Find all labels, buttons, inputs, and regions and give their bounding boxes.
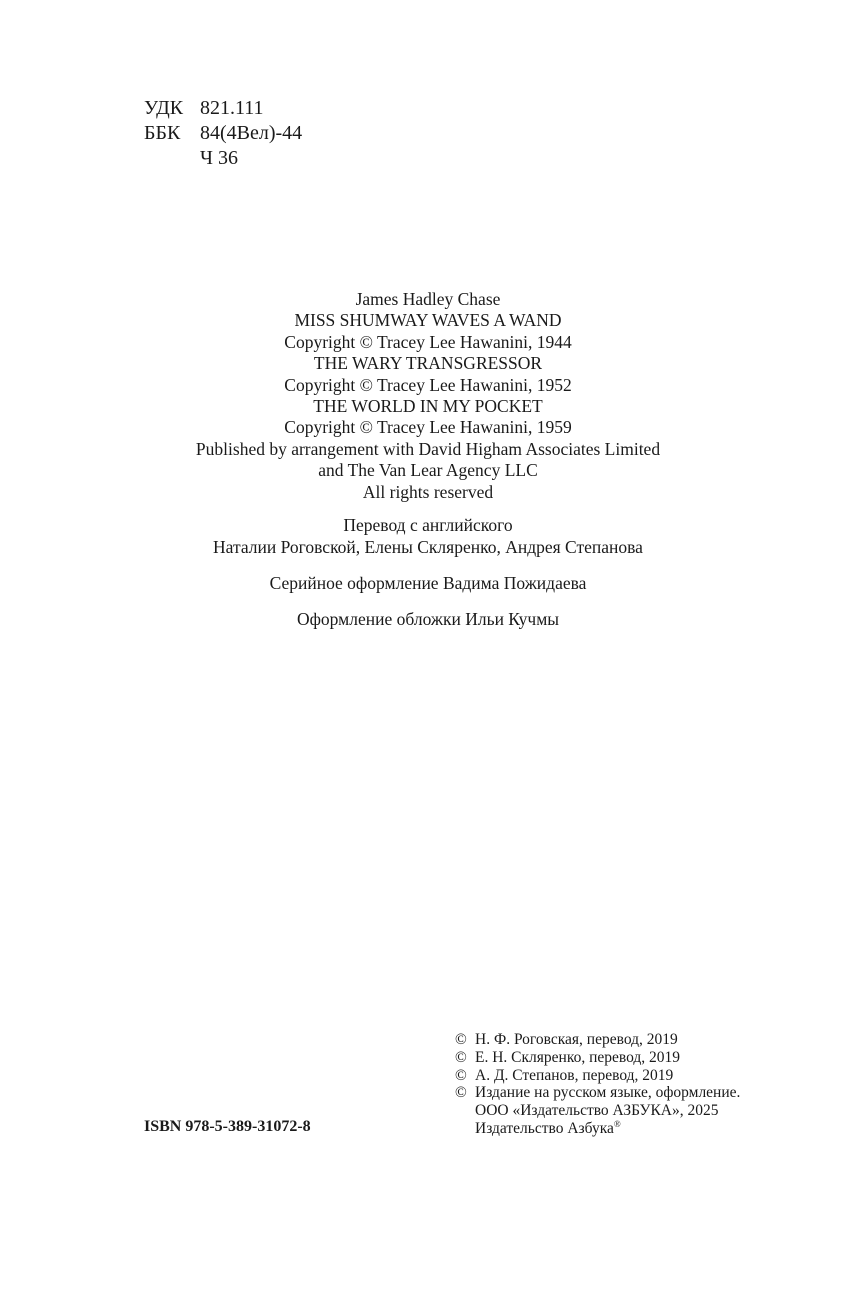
copyright-text: Н. Ф. Роговская, перевод, 2019 — [475, 1031, 678, 1048]
copyright-text: Издание на русском языке, оформление. — [475, 1084, 741, 1102]
copyright-line — [455, 1049, 740, 1067]
publisher-name: Издательство Азбука — [475, 1119, 614, 1137]
copyright-text: Е. Н. Скляренко, перевод, 2019 — [475, 1048, 681, 1066]
rights-line: THE WORLD IN MY POCKET — [313, 396, 543, 417]
rights-line: Copyright © Tracey Lee Hawanini, 1959 — [284, 417, 572, 438]
registered-mark: ® — [613, 1118, 621, 1129]
translation-label: Перевод с английского — [343, 515, 513, 535]
rights-line: MISS SHUMWAY WAVES A WAND — [294, 310, 562, 331]
copyright-symbol: © — [455, 1084, 467, 1102]
copyright-symbol: © — [455, 1031, 467, 1048]
udc-value: 821.111 — [200, 97, 264, 119]
rights-block — [0, 289, 856, 503]
series-design-credit: Серийное оформление Вадима Пожидаева — [269, 573, 587, 593]
copyright-line — [455, 1067, 740, 1085]
copyright-line — [455, 1120, 740, 1138]
translation-credit — [0, 515, 856, 558]
udc-label: УДК — [144, 97, 184, 119]
bbk-value: 84(4Вел)-44 — [200, 122, 303, 144]
copyright-line — [455, 1031, 740, 1049]
rights-line: THE WARY TRANSGRESSOR — [313, 353, 543, 374]
rights-line: All rights reserved — [362, 481, 494, 502]
author-mark-label — [144, 146, 200, 171]
rights-line: James Hadley Chase — [355, 289, 501, 309]
copyright-symbol — [455, 1102, 475, 1120]
bbk-row — [144, 121, 302, 146]
isbn: ISBN 978-5-389-31072-8 — [144, 1118, 311, 1135]
copyright-line — [455, 1102, 740, 1120]
rights-line: Published by arrangement with David Higham Associates Limited — [195, 438, 661, 459]
copyright-symbol: © — [455, 1048, 467, 1066]
copyright-line — [455, 1084, 740, 1102]
copyright-symbol — [455, 1120, 475, 1138]
rights-line: and The Van Lear Agency LLC — [318, 460, 538, 481]
udc-row — [144, 96, 302, 121]
author-mark-row — [144, 146, 302, 171]
copyright-text: А. Д. Степанов, перевод, 2019 — [475, 1066, 674, 1084]
rights-line: Copyright © Tracey Lee Hawanini, 1952 — [284, 374, 572, 395]
rights-line: Copyright © Tracey Lee Hawanini, 1944 — [284, 331, 572, 352]
copyright-text — [475, 1120, 621, 1138]
copyright-symbol: © — [455, 1066, 467, 1084]
bbk-label: ББК — [144, 122, 181, 144]
classification-codes — [144, 96, 302, 171]
translators-names: Наталии Роговской, Елены Скляренко, Андрея Степанова — [213, 536, 643, 557]
cover-design-credit: Оформление обложки Ильи Кучмы — [296, 609, 560, 629]
copyright-block — [455, 1031, 740, 1138]
copyright-text: ООО «Издательство АЗБУКА», 2025 — [475, 1102, 719, 1120]
author-mark-value: Ч 36 — [200, 147, 238, 169]
